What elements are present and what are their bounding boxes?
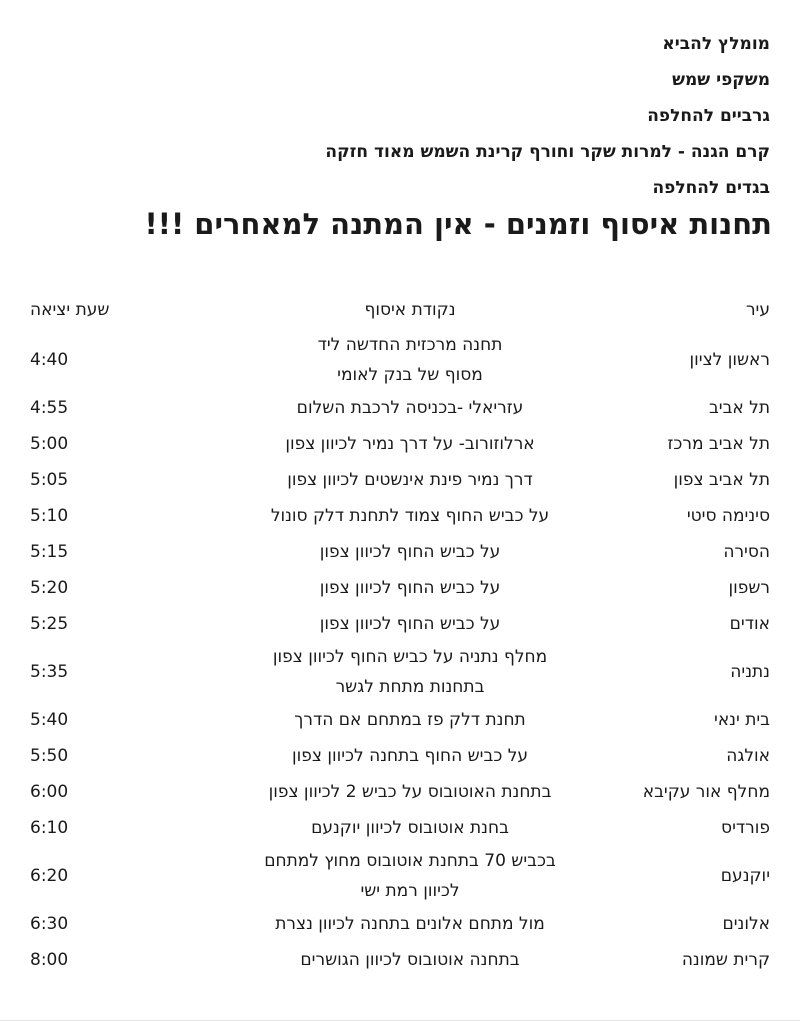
departure-time-cell: 6:00 bbox=[30, 782, 69, 802]
packing-list-item: גרביים להחלפה bbox=[647, 106, 770, 126]
pickup-schedule-table bbox=[30, 290, 770, 978]
packing-list-item: מומלץ להביא bbox=[662, 34, 770, 54]
departure-time-cell: 4:55 bbox=[30, 398, 69, 418]
pickup-point-cell: על כביש החוף לכיוון צפון bbox=[319, 614, 501, 634]
departure-time-cell: 5:25 bbox=[30, 614, 69, 634]
table-row bbox=[30, 942, 770, 978]
pickup-point-cell: בתחנת האוטובוס על כביש 2 לכיוון צפון bbox=[268, 782, 552, 802]
table-header-row bbox=[30, 290, 770, 330]
departure-time-cell: 5:05 bbox=[30, 470, 69, 490]
pickup-point-cell bbox=[190, 846, 630, 906]
city-cell: תל אביב מרכז bbox=[667, 434, 770, 454]
departure-time-cell: 5:20 bbox=[30, 578, 69, 598]
city-cell: הסירה bbox=[723, 542, 770, 562]
packing-list bbox=[30, 26, 770, 206]
pickup-point-line: לכיוון רמת ישי bbox=[360, 881, 460, 901]
pickup-point-cell: על כביש החוף צמוד לתחנת דלק סונול bbox=[270, 506, 550, 526]
table-row bbox=[30, 774, 770, 810]
table-row bbox=[30, 810, 770, 846]
city-cell: אלונים bbox=[722, 914, 770, 934]
table-row bbox=[30, 330, 770, 390]
city-cell: תל אביב bbox=[708, 398, 770, 418]
table-row bbox=[30, 390, 770, 426]
pickup-point-cell: תחנת דלק פז במתחם אם הדרך bbox=[294, 710, 526, 730]
column-header-city: עיר bbox=[745, 300, 770, 320]
pickup-point-line: בתחנות מתחת לגשר bbox=[335, 677, 485, 697]
pickup-point-cell: על כביש החוף לכיוון צפון bbox=[319, 578, 501, 598]
table-row bbox=[30, 738, 770, 774]
pickup-point-cell: ארלוזורוב- על דרך נמיר לכיוון צפון bbox=[285, 434, 535, 454]
city-cell: בית ינאי bbox=[714, 710, 770, 730]
departure-time-cell: 5:50 bbox=[30, 746, 69, 766]
bottom-divider bbox=[0, 1020, 800, 1021]
city-cell: נתניה bbox=[730, 662, 770, 682]
table-row bbox=[30, 534, 770, 570]
packing-list-item: קרם הגנה - למרות שקר וחורף קרינת השמש מאוד חזקה bbox=[325, 142, 770, 162]
city-cell: יוקנעם bbox=[720, 866, 770, 886]
departure-time-cell: 6:20 bbox=[30, 866, 69, 886]
column-header-departure-time: שעת יציאה bbox=[30, 300, 110, 320]
pickup-point-cell: על כביש החוף בתחנה לכיוון צפון bbox=[291, 746, 529, 766]
pickup-point-cell: בחנת אוטובוס לכיוון יוקנעם bbox=[311, 818, 509, 838]
pickup-point-cell: מול מתחם אלונים בתחנה לכיוון נצרת bbox=[275, 914, 545, 934]
departure-time-cell: 8:00 bbox=[30, 950, 69, 970]
departure-time-cell: 6:10 bbox=[30, 818, 69, 838]
pickup-point-cell: דרך נמיר פינת אינשטים לכיוון צפון bbox=[287, 470, 533, 490]
table-row bbox=[30, 606, 770, 642]
table-row bbox=[30, 426, 770, 462]
table-row bbox=[30, 498, 770, 534]
packing-list-item: משקפי שמש bbox=[672, 70, 770, 90]
departure-time-cell: 5:15 bbox=[30, 542, 69, 562]
pickup-point-line: תחנה מרכזית החדשה ליד bbox=[317, 335, 503, 355]
city-cell: פורדיס bbox=[721, 818, 770, 838]
departure-time-cell: 6:30 bbox=[30, 914, 69, 934]
city-cell: אולגה bbox=[726, 746, 770, 766]
pickup-point-line: מסוף של בנק לאומי bbox=[337, 365, 483, 385]
departure-time-cell: 5:10 bbox=[30, 506, 69, 526]
table-row bbox=[30, 642, 770, 702]
pickup-stations-heading: תחנות איסוף וזמנים - אין המתנה למאחרים !!! bbox=[144, 207, 772, 241]
table-row bbox=[30, 846, 770, 906]
column-header-pickup-point: נקודת איסוף bbox=[364, 300, 456, 320]
pickup-point-cell: על כביש החוף לכיוון צפון bbox=[319, 542, 501, 562]
departure-time-cell: 5:00 bbox=[30, 434, 69, 454]
city-cell: מחלף אור עקיבא bbox=[642, 782, 770, 802]
departure-time-cell: 5:35 bbox=[30, 662, 69, 682]
pickup-point-line: בכביש 70 בתחנת אוטובוס מחוץ למתחם bbox=[264, 851, 556, 871]
table-row bbox=[30, 906, 770, 942]
pickup-point-line: מחלף נתניה על כביש החוף לכיוון צפון bbox=[272, 647, 548, 667]
city-cell: סינימה סיטי bbox=[686, 506, 770, 526]
pickup-point-cell bbox=[190, 330, 630, 390]
packing-list-item: בגדים להחלפה bbox=[652, 178, 770, 198]
departure-time-cell: 5:40 bbox=[30, 710, 69, 730]
city-cell: תל אביב צפון bbox=[673, 470, 770, 490]
city-cell: רשפון bbox=[728, 578, 770, 598]
table-row bbox=[30, 570, 770, 606]
table-row bbox=[30, 702, 770, 738]
departure-time-cell: 4:40 bbox=[30, 350, 69, 370]
pickup-point-cell: עזריאלי -בכניסה לרכבת השלום bbox=[296, 398, 524, 418]
pickup-point-cell: בתחנה אוטובוס לכיוון הגושרים bbox=[300, 950, 520, 970]
city-cell: אודים bbox=[729, 614, 770, 634]
table-row bbox=[30, 462, 770, 498]
pickup-point-cell bbox=[190, 642, 630, 702]
city-cell: ראשון לציון bbox=[689, 350, 770, 370]
city-cell: קרית שמונה bbox=[681, 950, 770, 970]
